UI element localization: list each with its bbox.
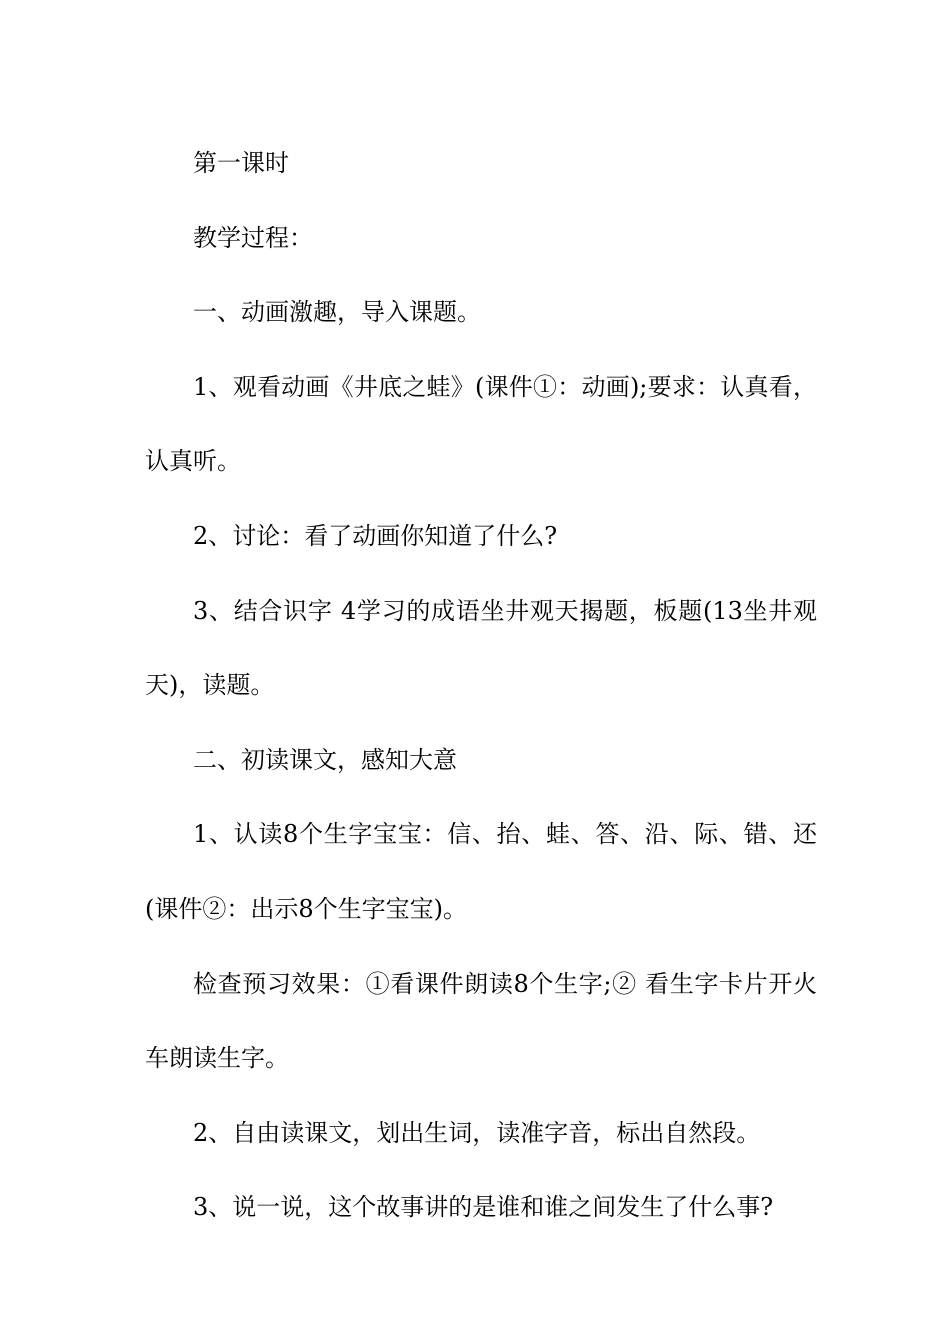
paragraph-item: 检查预习效果：①看课件朗读8个生字;② 看生字卡片开火车朗读生字。 bbox=[145, 969, 817, 1073]
paragraph-item: 1、观看动画《井底之蛙》(课件①：动画);要求：认真看，认真听。 bbox=[145, 372, 817, 476]
paragraph-item: 3、结合识字 4学习的成语坐井观天揭题，板题(13坐井观天)，读题。 bbox=[145, 596, 817, 700]
paragraph-item: 2、自由读课文，划出生词，读准字音，标出自然段。 bbox=[193, 1118, 761, 1147]
document-body bbox=[145, 126, 817, 1245]
section-one-heading: 一、动画激趣，导入课题。 bbox=[193, 298, 481, 327]
paragraph-item: 1、认读8个生字宝宝：信、抬、蛙、答、沿、际、错、还(课件②：出示8个生字宝宝)。 bbox=[145, 820, 817, 923]
paragraph-item: 3、说一说，这个故事讲的是谁和谁之间发生了什么事? bbox=[193, 1193, 774, 1222]
lesson-period-heading: 第一课时 bbox=[193, 149, 289, 177]
teaching-process-heading: 教学过程： bbox=[193, 223, 313, 252]
paragraph-item: 2、讨论：看了动画你知道了什么? bbox=[193, 521, 558, 550]
section-two-heading: 二、初读课文，感知大意 bbox=[193, 745, 457, 774]
